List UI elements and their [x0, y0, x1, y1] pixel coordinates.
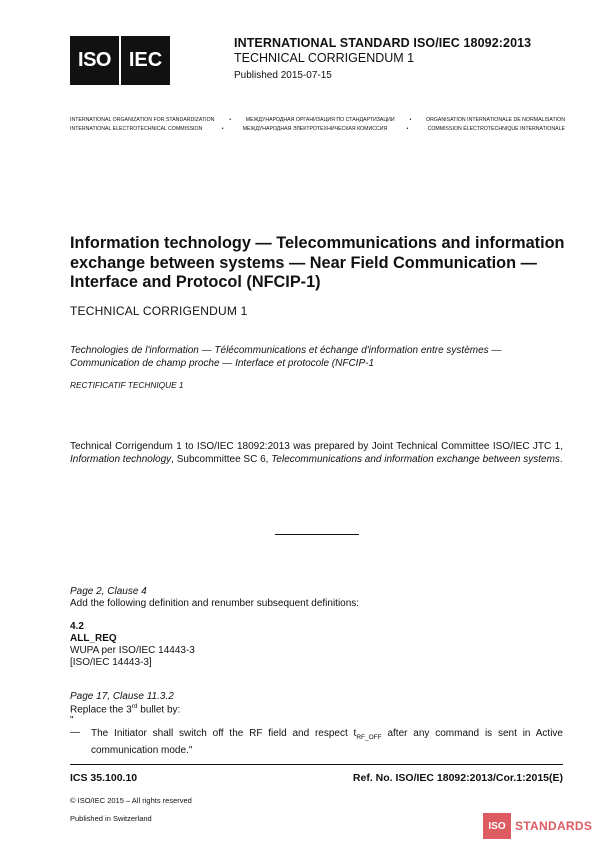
document-title: [70, 234, 570, 293]
technical-corrigendum-heading: TECHNICAL CORRIGENDUM 1: [70, 304, 248, 318]
bullet-separator: •: [406, 126, 409, 132]
instruction-text: Replace the 3: [70, 704, 132, 716]
bullet-text: after any command is sent in Active communication mode.": [91, 728, 563, 756]
corrigendum-label: TECHNICAL CORRIGENDUM 1: [234, 51, 415, 65]
definition-source: [ISO/IEC 14443-3]: [70, 657, 152, 668]
org-line-2: [70, 126, 565, 132]
open-quote: ": [70, 715, 74, 726]
title-line: exchange between systems — Near Field Communication —: [70, 253, 537, 272]
change1-location: Page 2, Clause 4: [70, 586, 147, 597]
org-iso-fr: ORGANISATION INTERNATIONALE DE NORMALISATION: [426, 117, 565, 123]
ics-code: ICS 35.100.10: [70, 772, 138, 784]
published-date: Published 2015-07-15: [234, 70, 332, 81]
change1-instruction: Add the following definition and renumber subsequent definitions:: [70, 598, 360, 609]
intro-sc-title: Telecommunications and information exchange between systems: [271, 454, 560, 465]
bullet-dash: —: [70, 727, 80, 738]
replacement-bullet: [91, 727, 563, 757]
copyright-notice: © ISO/IEC 2015 – All rights reserved: [70, 796, 192, 805]
org-iso-en: INTERNATIONAL ORGANIZATION FOR STANDARDIZATION: [70, 117, 215, 123]
definition-term: ALL_REQ: [70, 633, 117, 644]
intro-jtc-title: Information technology: [70, 454, 172, 465]
definition-text: WUPA per ISO/IEC 14443-3: [70, 645, 195, 656]
ordinal-suffix: rd: [131, 703, 138, 710]
org-iec-ru: МЕЖДУНАРОДНАЯ ЭЛЕКТРОТЕХНИЧЕСКАЯ КОМИССИЯ: [242, 126, 388, 132]
french-title: [70, 344, 550, 370]
org-iec-fr: COMMISSION ÉLECTROTECHNIQUE INTERNATIONALE: [427, 126, 565, 132]
footer-divider: [70, 764, 563, 765]
standard-number: INTERNATIONAL STANDARD ISO/IEC 18092:2013: [234, 36, 532, 50]
org-iec-en: INTERNATIONAL ELECTROTECHNICAL COMMISSION: [70, 126, 203, 132]
org-iso-ru: МЕЖДУНАРОДНАЯ ОРГАНИЗАЦИЯ ПО СТАНДАРТИЗАЦИИ: [245, 117, 395, 123]
bullet-separator: •: [229, 117, 232, 123]
change2-instruction: [70, 703, 180, 715]
watermark-box: ISO: [483, 813, 511, 839]
intro-text: .: [559, 454, 563, 465]
standards-watermark: [483, 813, 592, 839]
intro-text: Technical Corrigendum 1 to ISO/IEC 18092:2013 was prepared by Joint Technical Committee ISO/IEC JTC 1,: [70, 441, 563, 452]
instruction-text: bullet by:: [137, 704, 181, 716]
change2-location: Page 17, Clause 11.3.2: [70, 691, 174, 702]
watermark-word: STANDARDS: [515, 819, 593, 833]
definition-number: 4.2: [70, 621, 84, 632]
french-title-line: Communication de champ proche — Interface et protocole (NFCIP-1: [70, 358, 375, 369]
bullet-separator: •: [409, 117, 412, 123]
section-divider: [275, 534, 359, 535]
iso-logo: ISO: [70, 36, 119, 85]
french-title-line: Technologies de l'information — Télécommunications et échange d'information entre systèmes —: [70, 345, 502, 356]
bullet-text: The Initiator shall switch off the RF field and respect t: [91, 728, 357, 739]
bullet-separator: •: [221, 126, 224, 132]
intro-paragraph: [70, 440, 563, 466]
iec-logo: IEC: [121, 36, 170, 85]
title-line: Information technology — Telecommunications and information: [70, 234, 565, 252]
reference-number: Ref. No. ISO/IEC 18092:2013/Cor.1:2015(E): [352, 772, 563, 784]
subscript-rf-off: RF_OFF: [356, 734, 382, 741]
title-line: Interface and Protocol (NFCIP-1): [70, 273, 321, 291]
published-in: Published in Switzerland: [70, 814, 152, 823]
rectificatif-label: RECTIFICATIF TECHNIQUE 1: [70, 380, 184, 390]
org-line-1: [70, 117, 565, 123]
intro-text: , Subcommittee SC 6,: [171, 454, 272, 465]
